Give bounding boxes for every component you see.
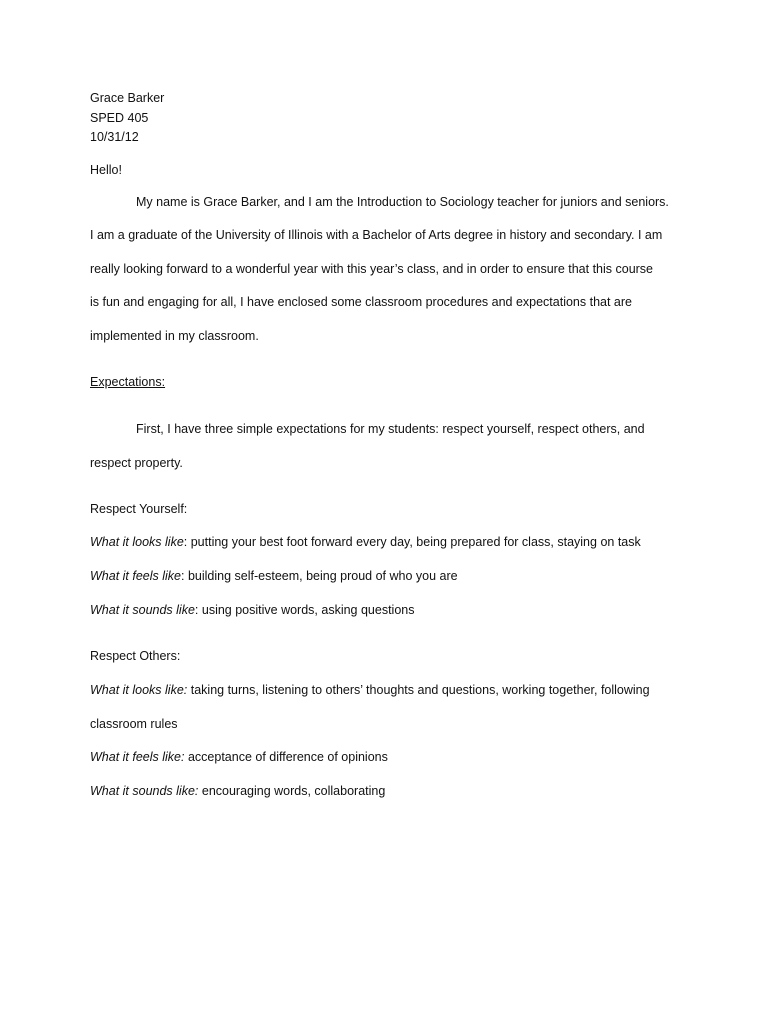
respect-yourself-looks-like [90, 534, 641, 550]
respect-others-heading: Respect Others: [90, 649, 181, 663]
course-code: SPED 405 [90, 111, 149, 125]
looks-like-text: : putting your best foot forward every day, being prepared for class, staying on task [183, 535, 641, 549]
letter-date: 10/31/12 [90, 130, 139, 144]
sounds-like-label: What it sounds like [90, 603, 195, 617]
respect-others-looks-like [90, 682, 650, 698]
looks-like-text: taking turns, listening to others’ thoughts and questions, working together, following [187, 683, 650, 697]
expectations-line: respect property. [90, 456, 183, 470]
intro-line: implemented in my classroom. [90, 329, 259, 343]
looks-like-label: What it looks like [90, 535, 184, 549]
feels-like-text: : building self-esteem, being proud of who you are [181, 569, 458, 583]
sounds-like-text: : using positive words, asking questions [194, 603, 415, 617]
intro-line: I am a graduate of the University of Illinois with a Bachelor of Arts degree in history and secondary. I am [90, 228, 663, 242]
looks-like-label: What it looks like: [90, 683, 188, 697]
sounds-like-label: What it sounds like: [90, 784, 199, 798]
intro-line: is fun and engaging for all, I have enclosed some classroom procedures and expectations that are [90, 295, 632, 309]
feels-like-text: acceptance of difference of opinions [184, 750, 388, 764]
expectations-line: First, I have three simple expectations for my students: respect yourself, respect others, and [136, 422, 645, 436]
respect-yourself-sounds-like [90, 602, 414, 618]
author-name: Grace Barker [90, 91, 165, 105]
respect-others-feels-like [90, 749, 388, 765]
feels-like-label: What it feels like [90, 569, 182, 583]
respect-yourself-heading: Respect Yourself: [90, 502, 188, 516]
respect-others-looks-like-continued: classroom rules [90, 717, 178, 731]
feels-like-label: What it feels like: [90, 750, 185, 764]
expectations-heading: Expectations: [90, 375, 166, 389]
intro-line: My name is Grace Barker, and I am the Introduction to Sociology teacher for juniors and seniors. [136, 195, 669, 209]
sounds-like-text: encouraging words, collaborating [198, 784, 386, 798]
intro-line: really looking forward to a wonderful year with this year’s class, and in order to ensure that this course [90, 262, 654, 276]
respect-yourself-feels-like [90, 568, 458, 584]
respect-others-sounds-like [90, 783, 385, 799]
greeting: Hello! [90, 163, 122, 177]
